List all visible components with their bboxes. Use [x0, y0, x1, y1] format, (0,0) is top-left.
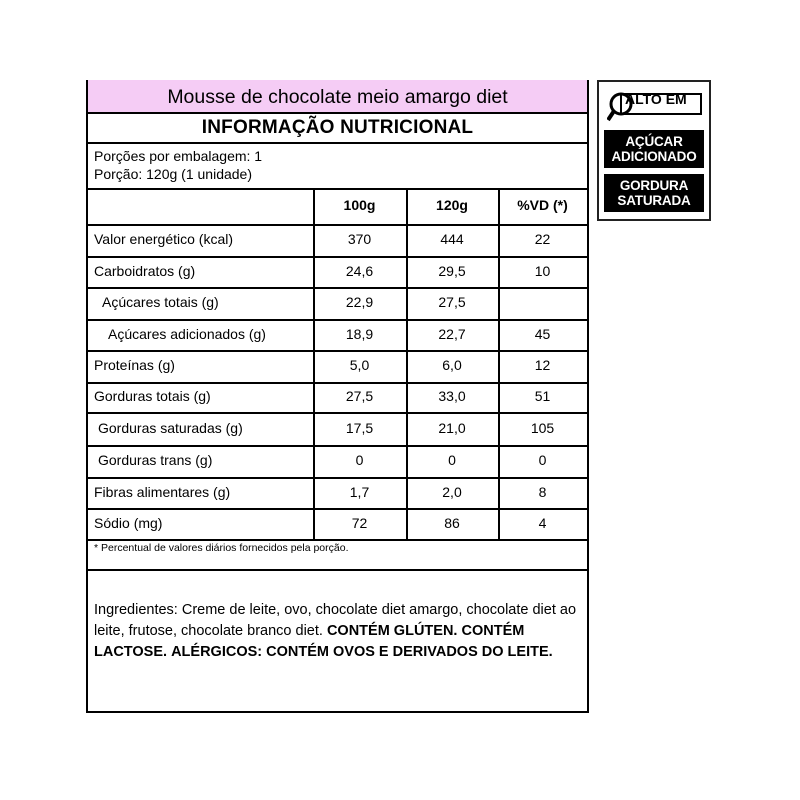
value-per-120g: 27,5: [438, 294, 466, 310]
allergen-statement: ALÉRGICOS: CONTÉM OVOS E DERIVADOS DO LEITE.: [171, 644, 553, 660]
table-row-divider: [88, 477, 587, 479]
nutrient-name: Proteínas (g): [94, 357, 175, 373]
value-daily-percent: 10: [534, 262, 551, 279]
footnote: * Percentual de valores diários fornecidos pela porção.: [94, 542, 349, 554]
nutrient-name: Açúcares adicionados (g): [108, 325, 266, 342]
nutrition-heading: INFORMAÇÃO NUTRICIONAL: [201, 117, 474, 138]
value-per-100g: 17,5: [345, 419, 374, 436]
value-daily-percent: 12: [534, 357, 551, 373]
table-row-divider: [88, 539, 587, 541]
value-per-120g: 29,5: [438, 262, 466, 279]
saturated-fat-warning: [604, 174, 704, 212]
nutrient-name: Carboidratos (g): [94, 262, 196, 279]
value-per-120g: 33,0: [438, 388, 466, 404]
value-per-120g: 22,7: [438, 325, 466, 342]
value-per-120g: 444: [440, 231, 464, 247]
allergen-gluten: CONTÉM GLÚTEN.: [326, 623, 458, 639]
value-daily-percent: 4: [538, 514, 547, 531]
value-daily-percent: 8: [538, 483, 547, 500]
column-header-vd: %VD (*): [517, 197, 568, 213]
warning-line: AÇÚCAR: [625, 134, 683, 149]
nutrient-name: Fibras alimentares (g): [94, 483, 231, 500]
divider: [88, 142, 587, 144]
value-per-120g: 21,0: [438, 419, 466, 436]
alto-em-label: ALTO EM: [625, 91, 687, 107]
value-daily-percent: 105: [530, 419, 555, 436]
nutrient-name: Sódio (mg): [94, 514, 163, 531]
allergen-lactose: CONTÉM LACTOSE.: [94, 623, 525, 660]
value-per-100g: 370: [347, 231, 372, 247]
front-warning-seal: [597, 80, 711, 221]
product-title: Mousse de chocolate meio amargo diet: [88, 80, 587, 112]
nutrient-name: Valor energético (kcal): [94, 231, 234, 247]
value-per-100g: 72: [351, 514, 368, 531]
value-per-100g: 27,5: [345, 388, 374, 404]
table-row-divider: [88, 508, 587, 510]
table-row-divider: [88, 412, 587, 414]
value-per-100g: 0: [355, 452, 364, 468]
value-per-100g: 1,7: [349, 483, 370, 500]
ingredients-list: Ingredientes: Creme de leite, ovo, chocolate diet amargo, chocolate diet ao leite, frutose, chocolate branco diet.: [94, 602, 577, 639]
value-per-120g: 6,0: [442, 357, 462, 373]
value-daily-percent: 45: [534, 325, 551, 342]
divider: [88, 188, 587, 190]
value-per-100g: 5,0: [349, 357, 370, 373]
table-row-divider: [88, 445, 587, 447]
table-row-divider: [88, 256, 587, 258]
table-row-divider: [88, 287, 587, 289]
warning-line: SATURADA: [617, 193, 691, 208]
column-header-120g: 120g: [436, 197, 468, 213]
table-row-divider: [88, 319, 587, 321]
value-daily-percent: 51: [534, 388, 551, 404]
ingredients-text: [94, 600, 589, 663]
value-per-100g: 22,9: [345, 294, 374, 310]
nutrition-label: [86, 80, 589, 713]
table-row-divider: [88, 382, 587, 384]
warning-line: GORDURA: [619, 178, 689, 193]
nutrient-name: Gorduras saturadas (g): [98, 419, 243, 436]
added-sugar-warning: [604, 130, 704, 168]
column-header-100g: 100g: [343, 197, 376, 213]
warning-line: ADICIONADO: [611, 149, 697, 164]
serving-size: Porção: 120g (1 unidade): [94, 166, 252, 182]
servings-per-package: Porções por embalagem: 1: [94, 148, 263, 164]
value-daily-percent: 0: [538, 452, 547, 468]
table-row-divider: [88, 350, 587, 352]
value-per-100g: 18,9: [345, 325, 374, 342]
table-row-divider: [88, 224, 587, 226]
nutrient-name: Gorduras totais (g): [94, 388, 211, 404]
nutrient-name: Gorduras trans (g): [98, 452, 213, 468]
value-daily-percent: 22: [534, 231, 551, 247]
divider: [88, 569, 587, 571]
value-per-100g: 24,6: [345, 262, 374, 279]
value-per-120g: 2,0: [442, 483, 462, 500]
nutrient-name: Açúcares totais (g): [102, 294, 219, 310]
value-per-120g: 0: [448, 452, 456, 468]
value-per-120g: 86: [444, 514, 460, 531]
